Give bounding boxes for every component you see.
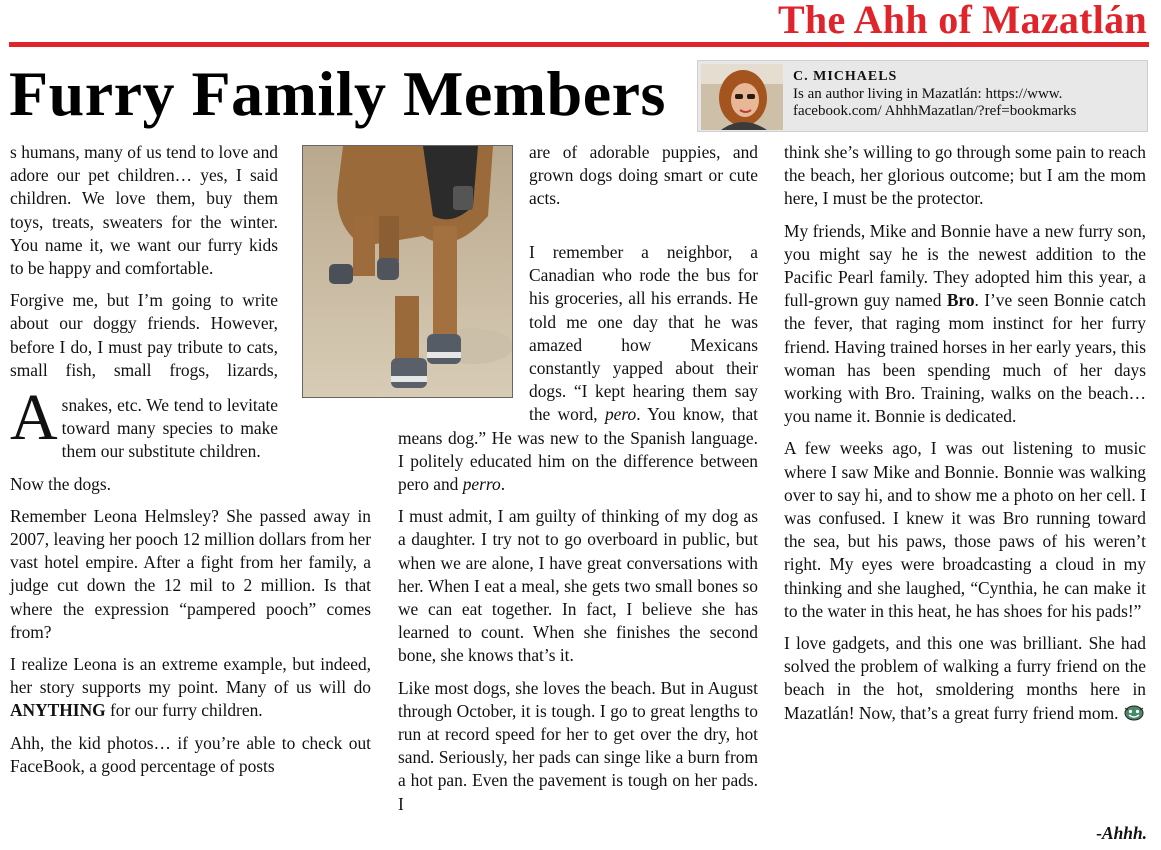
paragraph: think she’s willing to go through some pain to reach the beach, her glorious outcome; but I am the mom here, I must be the protector.: [784, 142, 1146, 209]
bold-text: Bro: [946, 290, 975, 311]
text-run: . I’ve seen Bonnie catch the fever, that raging mom instinct for her furry friend. Having trained horses in her early years, this woman has been spending much of her days working with Bro. Training, walks on the beach… you name it. Bonnie is dedicated.: [784, 290, 1146, 427]
text-run: . You know, that means dog.” He was new to the Spanish language. I politely educated him on the difference between pero and: [398, 404, 758, 495]
text-run: My friends, Mike and Bonnie have a new furry son, you might say he is the newest addition to the Pacific Pearl family. They adopted him this year, a full-grown guy named: [784, 220, 1146, 311]
author-bio: Is an author living in Mazatlán: https://www. facebook.com/ AhhhMazatlan/?ref=bookmarks: [793, 86, 1077, 119]
paragraph: [784, 632, 1146, 725]
paragraph: Forgive me, but I’m going to write about our doggy friends. However, before I do, I must pay tribute to cats, small fish, small frogs, lizards, snakes, etc. We tend to levitate toward many species to make them our substitute children.: [10, 290, 278, 462]
masthead-title: The Ahh of Mazatlán: [777, 0, 1147, 42]
article-column-2-top: [529, 141, 758, 220]
paragraph: A few weeks ago, I was out listening to music where I saw Mike and Bonnie. Bonnie was walking over to say hi, and to show me a photo on her cell. I was confused. I knew it was Bro running toward the sea, but his paws, those paws of his weren’t right. My eyes were broadcasting a cloud in my thinking and she laughed, “Cynthia, he can make it to the water in this heat, he has shoes for his pads!”: [784, 438, 1146, 621]
paragraph: Ahh, the kid photos… if you’re able to check out FaceBook, a good percentage of posts: [10, 732, 371, 776]
paragraph: I must admit, I am guilty of thinking of my dog as a daughter. I try not to go overboard in public, but when we are alone, I have great conversations with her. When I eat a meal, she gets two small bones so we can eat together. In fact, I believe she has learned to count. When she finishes the second bone, she knows that’s it.: [398, 506, 758, 666]
author-box: [697, 60, 1148, 132]
sign-off: -Ahhh.: [1096, 823, 1147, 843]
text-run: .: [500, 474, 506, 495]
paragraph: are of adorable puppies, and grown dogs doing smart or cute acts.: [529, 142, 758, 209]
paragraph: Like most dogs, she loves the beach. But in August through October, it is tough. I go to great lengths to run at record speed for her to get over the dry, hot sand. Seriously, her pads can singe like a burn from a hot pan. Even the pavement is tough on her pads. I: [398, 677, 758, 814]
italic-text: perro: [462, 474, 501, 495]
smiling-face-icon: [1123, 704, 1145, 721]
bold-text: ANYTHING: [10, 700, 106, 721]
paragraph: s humans, many of us tend to love and adore our pet children… yes, I said children. We love them, buy them toys, treats, sweaters for the winter. You name it, we want our furry kids to be happy and comfortable.: [10, 142, 278, 279]
paragraph: Now the dogs.: [10, 473, 111, 494]
author-photo: [701, 64, 783, 130]
text-run: I realize Leona is an extreme example, but indeed, her story supports my point. Many of us will do: [10, 654, 371, 698]
text-run: I remember a neighbor, a Canadian who rode the bus for his groceries, all his errands. He told me one day that he was amazed how Mexicans constantly yapped about their dogs. “I kept hearing them say the word,: [529, 242, 758, 425]
article-column-2-body: [398, 241, 758, 825]
text-run: for our furry children.: [105, 700, 263, 721]
article-column-1: [10, 141, 371, 787]
article-column-3: [784, 141, 1146, 734]
article-headline: Furry Family Members: [9, 58, 666, 129]
paragraph: Remember Leona Helmsley? She passed away in 2007, leaving her pooch 12 million dollars from her vast hotel empire. After a fight from her family, a judge cut down the 12 mil to 2 million. Is that where the expression “pampered pooch” comes from?: [10, 505, 371, 642]
author-name: C. MICHAELS: [793, 69, 898, 84]
text-run: I love gadgets, and this one was brilliant. She had solved the problem of walking a furry friend on the beach in the hot, smoldering months here in Mazatlán! Now, that’s a great furry friend mom.: [784, 633, 1146, 723]
italic-text: pero: [604, 404, 637, 425]
paragraph: [784, 220, 1146, 429]
masthead-rule: [9, 42, 1149, 47]
drop-cap: A: [10, 381, 58, 454]
paragraph: [10, 653, 371, 723]
